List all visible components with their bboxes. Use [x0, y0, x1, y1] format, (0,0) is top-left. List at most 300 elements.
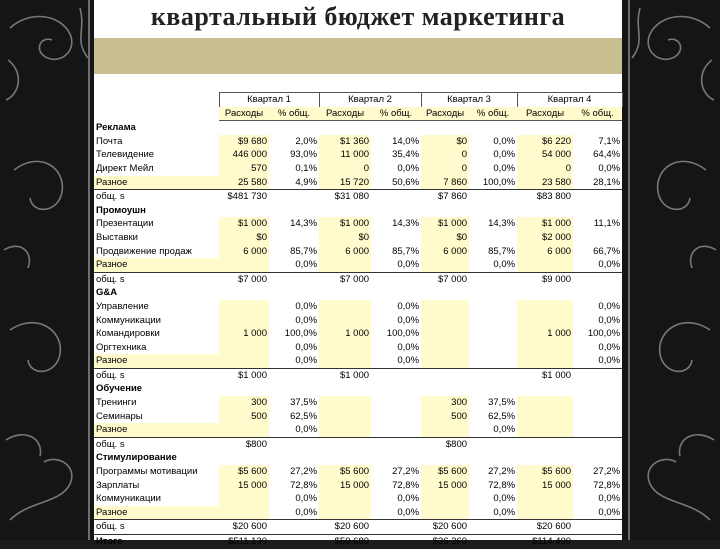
expense-cell — [219, 204, 269, 218]
expense-cell — [319, 410, 371, 424]
share-cell — [573, 286, 622, 300]
share-cell: 93,0% — [290, 149, 318, 161]
expense-cell — [517, 492, 573, 506]
row-label: G&A — [96, 287, 118, 299]
row-label: Управление — [96, 300, 149, 312]
table-row — [94, 162, 622, 176]
share-cell — [573, 520, 622, 535]
budget-table — [94, 92, 623, 549]
share-cell — [371, 190, 421, 204]
share-cell: 0,0% — [295, 424, 318, 436]
share-subheader: % общ. — [573, 107, 622, 121]
share-cell — [371, 382, 421, 396]
expense-cell — [421, 258, 469, 272]
share-cell: 100,0% — [386, 328, 420, 340]
left-frame — [0, 0, 94, 540]
share-cell — [269, 368, 319, 382]
share-cell: 0,0% — [493, 493, 516, 505]
share-cell: 0,0% — [295, 259, 318, 271]
grand-total-row — [94, 535, 622, 549]
expense-cell — [319, 300, 371, 314]
share-cell — [573, 451, 622, 465]
expense-cell — [421, 506, 469, 520]
share-cell: 0,0% — [493, 259, 516, 271]
share-cell: 0,0% — [397, 341, 420, 353]
expense-cell — [319, 204, 371, 218]
share-cell — [469, 286, 517, 300]
expense-cell — [517, 300, 573, 314]
share-cell — [573, 382, 622, 396]
share-cell: 11,1% — [593, 218, 621, 230]
share-cell — [371, 231, 421, 245]
expense-cell: $36 260 — [421, 535, 469, 549]
share-subheader: % общ. — [469, 107, 517, 121]
section-row — [94, 121, 622, 135]
share-cell: 0,0% — [397, 314, 420, 326]
expense-cell — [219, 300, 269, 314]
row-label: общ. s — [94, 437, 219, 451]
expense-cell: 446 000 — [219, 148, 269, 162]
row-label: общ. s — [94, 368, 219, 382]
expense-cell — [517, 121, 573, 135]
expense-cell: 0 — [319, 162, 371, 176]
share-cell — [269, 231, 319, 245]
share-cell: 0,0% — [598, 493, 621, 505]
row-label: Оргтехника — [96, 341, 147, 353]
expense-cell: 1 000 — [219, 327, 269, 341]
share-cell — [469, 341, 517, 355]
share-cell: 72,8% — [392, 479, 420, 491]
share-cell: 14,3% — [290, 218, 318, 230]
expense-cell: $0 — [219, 231, 269, 245]
expense-cell: $1 000 — [319, 217, 371, 231]
share-cell: 64,4% — [593, 149, 621, 161]
expense-cell: $511 130 — [219, 535, 269, 549]
table-row — [94, 506, 622, 520]
share-cell — [469, 520, 517, 535]
share-cell: 0,0% — [493, 149, 516, 161]
expense-cell — [319, 492, 371, 506]
expense-cell — [319, 341, 371, 355]
table-row — [94, 217, 622, 231]
row-label: общ. s — [94, 520, 219, 535]
row-label: Телевидение — [96, 149, 155, 161]
table-row — [94, 245, 622, 259]
share-cell — [573, 410, 622, 424]
expense-cell: $2 000 — [517, 231, 573, 245]
row-label: Разное — [94, 423, 219, 437]
table-row — [94, 465, 622, 479]
share-cell — [573, 423, 622, 437]
table-row — [94, 492, 622, 506]
expenses-subheader: Расходы — [319, 107, 371, 121]
share-cell — [573, 204, 622, 218]
table-row — [94, 423, 622, 437]
share-cell — [573, 231, 622, 245]
expense-cell: 15 000 — [421, 479, 469, 493]
expense-cell — [319, 437, 371, 451]
scroll-ornament-right — [622, 0, 720, 540]
expense-cell: $9 680 — [219, 135, 269, 149]
share-cell — [573, 437, 622, 451]
share-cell — [371, 368, 421, 382]
table-row — [94, 410, 622, 424]
row-label: Разное — [94, 258, 219, 272]
share-cell — [573, 535, 622, 549]
share-cell — [269, 121, 319, 135]
title-band — [94, 38, 622, 74]
expense-cell: 15 000 — [517, 479, 573, 493]
share-cell: 27,2% — [392, 466, 420, 478]
share-cell: 0,0% — [397, 355, 420, 367]
share-cell — [469, 121, 517, 135]
share-cell: 100,0% — [284, 328, 318, 340]
table-row — [94, 479, 622, 493]
share-cell: 14,0% — [392, 135, 420, 147]
share-cell: 14,3% — [392, 218, 420, 230]
share-cell: 0,0% — [598, 341, 621, 353]
expense-cell — [421, 368, 469, 382]
expense-cell — [517, 258, 573, 272]
share-cell: 0,0% — [598, 314, 621, 326]
expense-cell: $7 000 — [421, 272, 469, 286]
expense-cell — [219, 423, 269, 437]
expense-cell: $20 600 — [219, 520, 269, 535]
share-cell: 0,0% — [493, 135, 516, 147]
expense-cell — [219, 314, 269, 328]
row-label: общ. s — [94, 272, 219, 286]
subtotal-row — [94, 368, 622, 382]
expense-cell: 570 — [219, 162, 269, 176]
expense-cell: 11 000 — [319, 148, 371, 162]
expense-cell: 300 — [219, 396, 269, 410]
row-label: Программы мотивации — [96, 466, 198, 478]
budget-rows — [94, 121, 622, 549]
share-cell — [269, 190, 319, 204]
share-cell: 2,0% — [295, 135, 318, 147]
expense-cell — [319, 451, 371, 465]
expense-cell: 6 000 — [421, 245, 469, 259]
slide — [94, 0, 622, 547]
share-cell — [269, 272, 319, 286]
expense-cell — [219, 258, 269, 272]
expense-cell: $1 000 — [421, 217, 469, 231]
share-cell — [269, 382, 319, 396]
expense-cell — [421, 314, 469, 328]
expense-cell: $1 000 — [517, 217, 573, 231]
expense-cell: 300 — [421, 396, 469, 410]
row-label: Коммуникации — [96, 314, 161, 326]
row-label: Реклама — [96, 121, 136, 133]
share-cell — [371, 535, 421, 549]
share-cell — [371, 396, 421, 410]
expense-cell — [517, 354, 573, 368]
share-cell: 37,5% — [488, 397, 516, 409]
expense-cell: $800 — [219, 437, 269, 451]
share-cell: 0,0% — [493, 506, 516, 518]
row-label: Итого — [94, 535, 219, 549]
table-row — [94, 341, 622, 355]
share-cell — [469, 437, 517, 451]
expense-cell: $5 600 — [319, 465, 371, 479]
expense-cell: 15 720 — [319, 176, 371, 190]
corner-cell — [94, 107, 219, 121]
share-cell: 27,2% — [290, 466, 318, 478]
row-label: Почта — [96, 135, 123, 147]
share-cell: 0,0% — [598, 162, 621, 174]
expense-cell — [421, 423, 469, 437]
right-frame — [622, 0, 720, 540]
row-label: Промоушн — [96, 204, 146, 216]
expense-cell: 1 000 — [319, 327, 371, 341]
expense-cell — [517, 396, 573, 410]
expense-cell: $31 080 — [319, 190, 371, 204]
expense-cell — [421, 121, 469, 135]
share-cell: 4,9% — [295, 176, 318, 188]
expense-cell: $20 600 — [517, 520, 573, 535]
expense-cell: $7 000 — [219, 272, 269, 286]
expense-cell: $83 800 — [517, 190, 573, 204]
expense-cell — [319, 286, 371, 300]
expense-cell — [319, 354, 371, 368]
expense-cell: $5 600 — [517, 465, 573, 479]
share-cell: 0,0% — [295, 493, 318, 505]
expense-cell: $0 — [421, 231, 469, 245]
section-row — [94, 451, 622, 465]
row-label: Разное — [94, 354, 219, 368]
expense-cell: 6 000 — [319, 245, 371, 259]
table-row — [94, 396, 622, 410]
share-cell: 28,1% — [593, 176, 621, 188]
share-cell — [573, 368, 622, 382]
share-cell: 0,0% — [598, 300, 621, 312]
expense-cell — [219, 341, 269, 355]
share-cell — [469, 535, 517, 549]
quarter-header: Квартал 4 — [517, 93, 622, 107]
expenses-subheader: Расходы — [219, 107, 269, 121]
expense-cell: 15 000 — [319, 479, 371, 493]
share-cell: 0,0% — [295, 300, 318, 312]
table-row — [94, 258, 622, 272]
subtotal-row — [94, 520, 622, 535]
corner-cell — [94, 93, 219, 107]
row-label: Презентации — [96, 218, 154, 230]
share-cell: 62,5% — [488, 410, 516, 422]
subtotal-row — [94, 190, 622, 204]
expense-cell: $20 600 — [421, 520, 469, 535]
share-cell — [371, 121, 421, 135]
share-cell — [469, 382, 517, 396]
expense-cell — [219, 354, 269, 368]
expense-cell — [421, 341, 469, 355]
expense-cell — [517, 341, 573, 355]
expense-cell: $800 — [421, 437, 469, 451]
share-cell — [371, 204, 421, 218]
row-label: Семинары — [96, 410, 143, 422]
share-cell — [469, 300, 517, 314]
expense-cell: 54 000 — [517, 148, 573, 162]
share-cell: 72,8% — [290, 479, 318, 491]
quarter-header: Квартал 3 — [421, 93, 517, 107]
row-label: Коммуникации — [96, 493, 161, 505]
share-cell — [371, 423, 421, 437]
expense-cell — [319, 506, 371, 520]
expense-cell: $1 000 — [219, 368, 269, 382]
share-subheader: % общ. — [269, 107, 319, 121]
share-cell: 0,0% — [397, 506, 420, 518]
expense-cell: $20 600 — [319, 520, 371, 535]
expense-cell — [517, 286, 573, 300]
share-cell: 7,1% — [598, 135, 621, 147]
share-cell: 0,0% — [397, 259, 420, 271]
share-cell: 37,5% — [290, 397, 318, 409]
row-label: Стимулирование — [96, 452, 177, 464]
expense-cell: 6 000 — [219, 245, 269, 259]
expense-cell: $1 000 — [219, 217, 269, 231]
expense-cell — [517, 451, 573, 465]
row-label: Разное — [94, 506, 219, 520]
scroll-ornament-left — [0, 0, 94, 540]
share-cell — [469, 190, 517, 204]
share-cell: 100,0% — [587, 328, 621, 340]
share-cell: 100,0% — [482, 176, 516, 188]
slide-title: квартальный бюджет маркетинга — [150, 2, 566, 31]
expense-cell — [421, 327, 469, 341]
row-label: общ. s — [94, 190, 219, 204]
expense-cell: $481 730 — [219, 190, 269, 204]
share-cell: 72,8% — [593, 479, 621, 491]
share-cell — [469, 368, 517, 382]
expense-cell — [421, 354, 469, 368]
share-cell: 0,0% — [397, 300, 420, 312]
share-cell — [573, 396, 622, 410]
share-cell — [371, 437, 421, 451]
expense-cell: 0 — [421, 148, 469, 162]
share-cell — [269, 437, 319, 451]
table-row — [94, 176, 622, 190]
share-cell: 66,7% — [593, 245, 621, 257]
expense-cell: $9 000 — [517, 272, 573, 286]
share-cell: 35,4% — [392, 149, 420, 161]
share-cell: 0,0% — [493, 424, 516, 436]
expense-cell — [319, 121, 371, 135]
share-cell: 27,2% — [593, 466, 621, 478]
expense-cell: 500 — [219, 410, 269, 424]
share-cell — [573, 190, 622, 204]
row-label: Выставки — [96, 231, 138, 243]
expense-cell — [517, 506, 573, 520]
expense-cell: $7 860 — [421, 190, 469, 204]
share-cell: 27,2% — [488, 466, 516, 478]
share-cell: 85,7% — [392, 245, 420, 257]
share-cell — [469, 204, 517, 218]
expense-cell — [421, 382, 469, 396]
share-cell: 0,0% — [493, 162, 516, 174]
share-cell: 0,0% — [598, 259, 621, 271]
expense-cell — [517, 410, 573, 424]
expense-cell: $1 000 — [517, 368, 573, 382]
row-label: Тренинги — [96, 397, 137, 409]
share-cell — [469, 451, 517, 465]
share-cell: 14,3% — [488, 218, 516, 230]
expense-cell: 15 000 — [219, 479, 269, 493]
section-row — [94, 382, 622, 396]
share-cell — [573, 121, 622, 135]
table-row — [94, 135, 622, 149]
expense-cell — [517, 204, 573, 218]
share-cell: 0,0% — [295, 355, 318, 367]
expense-cell — [219, 121, 269, 135]
row-label: Обучение — [96, 383, 143, 395]
expense-cell — [421, 204, 469, 218]
share-cell — [269, 535, 319, 549]
expenses-subheader: Расходы — [421, 107, 469, 121]
share-cell: 0,0% — [598, 355, 621, 367]
expense-cell — [319, 423, 371, 437]
share-cell: 85,7% — [290, 245, 318, 257]
table-row — [94, 354, 622, 368]
table-row — [94, 300, 622, 314]
share-cell — [371, 451, 421, 465]
share-cell — [573, 272, 622, 286]
share-cell — [269, 286, 319, 300]
table-row — [94, 148, 622, 162]
section-row — [94, 286, 622, 300]
row-label: Продвижение продаж — [96, 245, 192, 257]
share-cell — [469, 354, 517, 368]
expense-cell: $0 — [319, 231, 371, 245]
share-cell: 0,1% — [295, 162, 318, 174]
expense-cell: $5 600 — [219, 465, 269, 479]
expense-cell: 25 580 — [219, 176, 269, 190]
table-row — [94, 327, 622, 341]
expense-cell — [219, 506, 269, 520]
expense-cell: 500 — [421, 410, 469, 424]
expense-cell — [219, 382, 269, 396]
row-label: Разное — [94, 176, 219, 190]
subtotal-row — [94, 272, 622, 286]
expense-cell — [517, 314, 573, 328]
share-cell: 0,0% — [295, 506, 318, 518]
expense-cell — [319, 314, 371, 328]
expense-cell — [421, 300, 469, 314]
row-label: Командировки — [96, 328, 160, 340]
row-label: Зарплаты — [96, 479, 140, 491]
share-cell — [371, 286, 421, 300]
expense-cell: $0 — [421, 135, 469, 149]
expense-cell — [517, 437, 573, 451]
expense-cell: 7 860 — [421, 176, 469, 190]
share-cell: 0,0% — [397, 493, 420, 505]
share-cell — [469, 272, 517, 286]
share-cell — [469, 314, 517, 328]
share-cell — [269, 204, 319, 218]
share-cell — [269, 451, 319, 465]
expense-cell — [219, 286, 269, 300]
share-cell: 85,7% — [488, 245, 516, 257]
share-cell — [371, 520, 421, 535]
expense-cell: 0 — [517, 162, 573, 176]
share-cell — [371, 272, 421, 286]
expense-cell: $1 000 — [319, 368, 371, 382]
section-row — [94, 204, 622, 218]
quarter-header: Квартал 2 — [319, 93, 421, 107]
expense-cell: $5 600 — [421, 465, 469, 479]
expense-cell: $7 000 — [319, 272, 371, 286]
share-cell: 0,0% — [397, 162, 420, 174]
subtotal-row — [94, 437, 622, 451]
share-cell — [269, 520, 319, 535]
